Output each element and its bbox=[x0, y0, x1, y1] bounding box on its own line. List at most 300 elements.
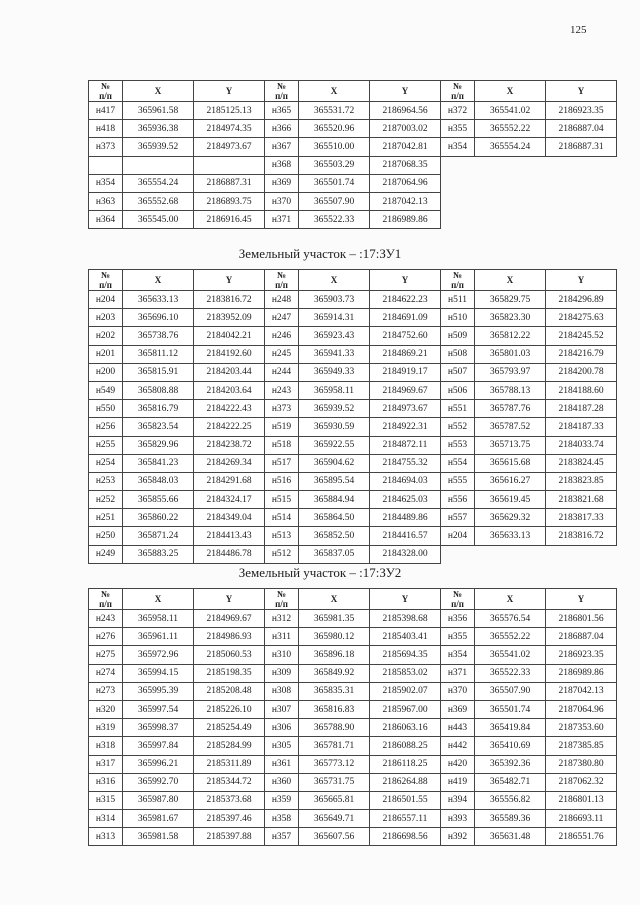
coord-y: 2184622.23 bbox=[370, 291, 441, 309]
coord-x: 365997.84 bbox=[123, 737, 194, 755]
coord-y: 2185967.00 bbox=[370, 700, 441, 718]
coord-y: 2184969.67 bbox=[370, 381, 441, 399]
coord-y: 2184245.52 bbox=[546, 327, 617, 345]
table-row bbox=[441, 773, 617, 791]
point-id: н320 bbox=[89, 700, 123, 718]
header-num-sub: п/п bbox=[275, 91, 288, 101]
coord-x: 365507.90 bbox=[475, 682, 546, 700]
table-row bbox=[89, 211, 265, 229]
coord-y: 2185397.46 bbox=[194, 810, 265, 828]
point-id: н276 bbox=[89, 628, 123, 646]
coord-y: 2184349.04 bbox=[194, 509, 265, 527]
point-id: н510 bbox=[441, 309, 475, 327]
coord-x: 365631.48 bbox=[475, 828, 546, 846]
coord-x: 365914.31 bbox=[299, 309, 370, 327]
point-id: н555 bbox=[441, 472, 475, 490]
header-num-sub: п/п bbox=[99, 280, 112, 290]
point-id: н245 bbox=[265, 345, 299, 363]
coord-y: 2186989.86 bbox=[370, 211, 441, 229]
table-row bbox=[265, 628, 441, 646]
table-row bbox=[441, 491, 617, 509]
coord-x: 365781.71 bbox=[299, 737, 370, 755]
coord-y: 2184922.31 bbox=[370, 418, 441, 436]
point-id: н204 bbox=[89, 291, 123, 309]
coord-y: 2186887.31 bbox=[194, 174, 265, 192]
coord-x: 365811.12 bbox=[123, 345, 194, 363]
table-row bbox=[89, 491, 265, 509]
coord-x: 365501.74 bbox=[475, 700, 546, 718]
coord-x: 365616.27 bbox=[475, 472, 546, 490]
coord-table bbox=[88, 80, 265, 229]
coord-y: 2185397.88 bbox=[194, 828, 265, 846]
point-id: н244 bbox=[265, 363, 299, 381]
point-id: н370 bbox=[441, 682, 475, 700]
coord-y: 2186801.56 bbox=[546, 610, 617, 628]
coord-x: 365829.75 bbox=[475, 291, 546, 309]
point-id: н200 bbox=[89, 363, 123, 381]
table-row bbox=[265, 192, 441, 210]
coord-x: 365860.22 bbox=[123, 509, 194, 527]
table-row bbox=[89, 628, 265, 646]
table-row bbox=[441, 327, 617, 345]
coord-x: 365930.59 bbox=[299, 418, 370, 436]
coord-y: 2186118.25 bbox=[370, 755, 441, 773]
coord-y: 2187042.13 bbox=[546, 682, 617, 700]
point-id: н312 bbox=[265, 610, 299, 628]
header-x: X bbox=[299, 81, 370, 102]
table-row bbox=[89, 610, 265, 628]
coord-x: 365936.38 bbox=[123, 120, 194, 138]
coord-x: 365392.36 bbox=[475, 755, 546, 773]
coord-y: 2186916.45 bbox=[194, 211, 265, 229]
point-id: н204 bbox=[441, 527, 475, 545]
coord-y: 2186893.75 bbox=[194, 192, 265, 210]
header-row bbox=[265, 81, 441, 102]
point-id: н202 bbox=[89, 327, 123, 345]
table-row bbox=[265, 810, 441, 828]
point-id: н368 bbox=[265, 156, 299, 174]
coord-x: 365787.52 bbox=[475, 418, 546, 436]
table-row bbox=[265, 773, 441, 791]
coord-x: 365629.32 bbox=[475, 509, 546, 527]
coord-x: 365812.22 bbox=[475, 327, 546, 345]
coord-x: 365787.76 bbox=[475, 400, 546, 418]
coord-x: 365808.88 bbox=[123, 381, 194, 399]
point-id: н307 bbox=[265, 700, 299, 718]
coord-x: 365633.13 bbox=[123, 291, 194, 309]
table-row bbox=[265, 120, 441, 138]
header-row bbox=[441, 589, 617, 610]
header-num bbox=[89, 81, 123, 102]
coord-y: 2187380.80 bbox=[546, 755, 617, 773]
coord-y: 2187353.60 bbox=[546, 719, 617, 737]
table-row bbox=[89, 327, 265, 345]
coord-y: 2184033.74 bbox=[546, 436, 617, 454]
coord-table bbox=[440, 588, 617, 846]
coord-y: 2184200.78 bbox=[546, 363, 617, 381]
coord-x: 365835.31 bbox=[299, 682, 370, 700]
coord-x: 365554.24 bbox=[123, 174, 194, 192]
header-num-sub: п/п bbox=[99, 91, 112, 101]
table-row bbox=[441, 828, 617, 846]
coord-x: 365981.35 bbox=[299, 610, 370, 628]
coord-y bbox=[194, 156, 265, 174]
coord-x: 365522.33 bbox=[299, 211, 370, 229]
point-id: н252 bbox=[89, 491, 123, 509]
table-row bbox=[265, 436, 441, 454]
table-row bbox=[265, 327, 441, 345]
point-id: н557 bbox=[441, 509, 475, 527]
point-id: н360 bbox=[265, 773, 299, 791]
coord-y: 2185254.49 bbox=[194, 719, 265, 737]
coord-x: 365903.73 bbox=[299, 291, 370, 309]
coord-x: 365958.11 bbox=[299, 381, 370, 399]
point-id: н418 bbox=[89, 120, 123, 138]
coord-x: 365816.79 bbox=[123, 400, 194, 418]
coord-x: 365992.70 bbox=[123, 773, 194, 791]
coord-y: 2184192.60 bbox=[194, 345, 265, 363]
coord-y: 2184269.34 bbox=[194, 454, 265, 472]
point-id: н306 bbox=[265, 719, 299, 737]
coord-x: 365793.97 bbox=[475, 363, 546, 381]
point-id: н354 bbox=[441, 646, 475, 664]
table-row bbox=[265, 610, 441, 628]
header-y: Y bbox=[546, 81, 617, 102]
coord-x: 365864.50 bbox=[299, 509, 370, 527]
coord-y: 2184489.86 bbox=[370, 509, 441, 527]
coord-x: 365552.22 bbox=[475, 120, 546, 138]
table-row bbox=[441, 120, 617, 138]
header-num bbox=[89, 589, 123, 610]
coord-x: 365541.02 bbox=[475, 646, 546, 664]
table-row bbox=[89, 291, 265, 309]
header-num-sign: № bbox=[276, 589, 287, 599]
coord-x: 365994.15 bbox=[123, 664, 194, 682]
table-row bbox=[89, 472, 265, 490]
coord-x: 365904.62 bbox=[299, 454, 370, 472]
coord-y: 2184187.28 bbox=[546, 400, 617, 418]
coord-table bbox=[264, 588, 441, 846]
coord-y: 2184974.35 bbox=[194, 120, 265, 138]
point-id: н518 bbox=[265, 436, 299, 454]
coord-x: 365410.69 bbox=[475, 737, 546, 755]
header-row bbox=[89, 589, 265, 610]
table-row bbox=[89, 719, 265, 737]
point-id: н513 bbox=[265, 527, 299, 545]
table-row bbox=[89, 828, 265, 846]
point-id: н308 bbox=[265, 682, 299, 700]
point-id: н357 bbox=[265, 828, 299, 846]
coord-x: 365696.10 bbox=[123, 309, 194, 327]
table-row bbox=[265, 418, 441, 436]
coord-x: 365788.90 bbox=[299, 719, 370, 737]
coord-y: 2184486.78 bbox=[194, 545, 265, 563]
point-id: н507 bbox=[441, 363, 475, 381]
table-row bbox=[265, 719, 441, 737]
coord-y: 2185403.41 bbox=[370, 628, 441, 646]
coord-y: 2185311.89 bbox=[194, 755, 265, 773]
point-id: н253 bbox=[89, 472, 123, 490]
point-id: н256 bbox=[89, 418, 123, 436]
coord-y: 2183817.33 bbox=[546, 509, 617, 527]
coord-y: 2184416.57 bbox=[370, 527, 441, 545]
point-id: н511 bbox=[441, 291, 475, 309]
coord-y: 2186887.31 bbox=[546, 138, 617, 156]
coord-y: 2184752.60 bbox=[370, 327, 441, 345]
coord-x: 365501.74 bbox=[299, 174, 370, 192]
table-row bbox=[441, 664, 617, 682]
table-row bbox=[441, 628, 617, 646]
table-row bbox=[265, 828, 441, 846]
header-row bbox=[89, 270, 265, 291]
coord-x: 365961.11 bbox=[123, 628, 194, 646]
coord-y: 2184042.21 bbox=[194, 327, 265, 345]
point-id: н359 bbox=[265, 791, 299, 809]
header-num-sign: № bbox=[276, 270, 287, 280]
table-row bbox=[265, 527, 441, 545]
point-id: н247 bbox=[265, 309, 299, 327]
table-row bbox=[441, 102, 617, 120]
coord-y: 2184973.67 bbox=[194, 138, 265, 156]
table-row bbox=[89, 509, 265, 527]
point-id: н317 bbox=[89, 755, 123, 773]
table-row bbox=[265, 682, 441, 700]
coord-x: 365576.54 bbox=[475, 610, 546, 628]
coord-y: 2184324.17 bbox=[194, 491, 265, 509]
point-id: н553 bbox=[441, 436, 475, 454]
point-id: н512 bbox=[265, 545, 299, 563]
coord-y: 2185125.13 bbox=[194, 102, 265, 120]
header-num-sign: № bbox=[452, 81, 463, 91]
coord-y: 2186964.56 bbox=[370, 102, 441, 120]
table-row bbox=[441, 682, 617, 700]
coord-y: 2183816.72 bbox=[546, 527, 617, 545]
point-id: н549 bbox=[89, 381, 123, 399]
point-id: н273 bbox=[89, 682, 123, 700]
table-row bbox=[265, 363, 441, 381]
point-id: н356 bbox=[441, 610, 475, 628]
header-num-sub: п/п bbox=[99, 599, 112, 609]
point-id: н370 bbox=[265, 192, 299, 210]
header-y: Y bbox=[370, 81, 441, 102]
table-row bbox=[89, 120, 265, 138]
coord-x: 365972.96 bbox=[123, 646, 194, 664]
header-num-sign: № bbox=[276, 81, 287, 91]
coord-y: 2184694.03 bbox=[370, 472, 441, 490]
section-title-zu2: Земельный участок – :17:ЗУ2 bbox=[238, 565, 402, 580]
coord-x: 365738.76 bbox=[123, 327, 194, 345]
coord-y: 2187042.13 bbox=[370, 192, 441, 210]
coord-x: 365801.03 bbox=[475, 345, 546, 363]
point-id: н274 bbox=[89, 664, 123, 682]
point-id: н550 bbox=[89, 400, 123, 418]
point-id: н354 bbox=[89, 174, 123, 192]
header-y: Y bbox=[370, 270, 441, 291]
header-num-sub: п/п bbox=[275, 280, 288, 290]
coord-y: 2185060.53 bbox=[194, 646, 265, 664]
header-y: Y bbox=[194, 270, 265, 291]
table-row bbox=[441, 472, 617, 490]
table-row bbox=[89, 755, 265, 773]
header-num-sign: № bbox=[100, 81, 111, 91]
table-row bbox=[89, 363, 265, 381]
point-id: н358 bbox=[265, 810, 299, 828]
coord-y: 2183952.09 bbox=[194, 309, 265, 327]
coord-x: 365619.45 bbox=[475, 491, 546, 509]
table-row bbox=[265, 291, 441, 309]
point-id: н369 bbox=[265, 174, 299, 192]
table-row bbox=[265, 755, 441, 773]
coord-x: 365996.21 bbox=[123, 755, 194, 773]
table-row bbox=[89, 700, 265, 718]
header-y: Y bbox=[546, 589, 617, 610]
coord-x: 365922.55 bbox=[299, 436, 370, 454]
coord-x: 365633.13 bbox=[475, 527, 546, 545]
point-id: н372 bbox=[441, 102, 475, 120]
coord-y: 2186557.11 bbox=[370, 810, 441, 828]
point-id: н508 bbox=[441, 345, 475, 363]
coord-x: 365773.12 bbox=[299, 755, 370, 773]
coord-table bbox=[264, 269, 441, 564]
coord-y: 2186989.86 bbox=[546, 664, 617, 682]
point-id: н509 bbox=[441, 327, 475, 345]
table-row bbox=[265, 646, 441, 664]
table-row bbox=[265, 102, 441, 120]
point-id: н246 bbox=[265, 327, 299, 345]
table-row bbox=[89, 527, 265, 545]
header-y: Y bbox=[194, 81, 265, 102]
header-x: X bbox=[475, 589, 546, 610]
coord-y: 2183816.72 bbox=[194, 291, 265, 309]
coord-y: 2185284.99 bbox=[194, 737, 265, 755]
header-num bbox=[441, 270, 475, 291]
coord-x: 365995.39 bbox=[123, 682, 194, 700]
table-row bbox=[441, 509, 617, 527]
coord-y: 2184222.25 bbox=[194, 418, 265, 436]
coord-table bbox=[88, 588, 265, 846]
point-id: н515 bbox=[265, 491, 299, 509]
header-num-sign: № bbox=[100, 270, 111, 280]
coord-x: 365589.36 bbox=[475, 810, 546, 828]
coord-y: 2186501.55 bbox=[370, 791, 441, 809]
coord-y: 2184216.79 bbox=[546, 345, 617, 363]
table-row bbox=[89, 454, 265, 472]
coord-y: 2183821.68 bbox=[546, 491, 617, 509]
point-id: н243 bbox=[89, 610, 123, 628]
point-id: н313 bbox=[89, 828, 123, 846]
coord-x bbox=[123, 156, 194, 174]
point-id: н364 bbox=[89, 211, 123, 229]
header-num bbox=[441, 589, 475, 610]
point-id: н203 bbox=[89, 309, 123, 327]
coord-x: 365848.03 bbox=[123, 472, 194, 490]
coord-y: 2187042.81 bbox=[370, 138, 441, 156]
point-id: н310 bbox=[265, 646, 299, 664]
point-id: н365 bbox=[265, 102, 299, 120]
header-num bbox=[265, 270, 299, 291]
header-row bbox=[265, 589, 441, 610]
coord-x: 365713.75 bbox=[475, 436, 546, 454]
table-row bbox=[89, 381, 265, 399]
point-id: н243 bbox=[265, 381, 299, 399]
table-row bbox=[441, 700, 617, 718]
coord-y: 2187068.35 bbox=[370, 156, 441, 174]
header-row bbox=[441, 270, 617, 291]
coord-x: 365923.43 bbox=[299, 327, 370, 345]
header-num-sub: п/п bbox=[451, 91, 464, 101]
table-row bbox=[89, 156, 265, 174]
table-row bbox=[89, 436, 265, 454]
table-row bbox=[265, 664, 441, 682]
table-row bbox=[89, 664, 265, 682]
header-y: Y bbox=[546, 270, 617, 291]
table-row bbox=[89, 174, 265, 192]
header-x: X bbox=[123, 270, 194, 291]
point-id: н371 bbox=[265, 211, 299, 229]
table-row bbox=[89, 138, 265, 156]
point-id: н556 bbox=[441, 491, 475, 509]
header-num bbox=[265, 81, 299, 102]
coord-y: 2185226.10 bbox=[194, 700, 265, 718]
coord-y: 2185344.72 bbox=[194, 773, 265, 791]
coord-y: 2187064.96 bbox=[370, 174, 441, 192]
coord-y: 2184203.44 bbox=[194, 363, 265, 381]
table-row bbox=[441, 309, 617, 327]
coord-x: 365958.11 bbox=[123, 610, 194, 628]
table-row bbox=[441, 291, 617, 309]
coord-x: 365939.52 bbox=[123, 138, 194, 156]
coord-x: 365837.05 bbox=[299, 545, 370, 563]
coord-y: 2185902.07 bbox=[370, 682, 441, 700]
point-id: н514 bbox=[265, 509, 299, 527]
point-id: н309 bbox=[265, 664, 299, 682]
table-row bbox=[89, 418, 265, 436]
table-row bbox=[265, 700, 441, 718]
header-x: X bbox=[123, 589, 194, 610]
coord-y: 2184986.93 bbox=[194, 628, 265, 646]
point-id: н251 bbox=[89, 509, 123, 527]
header-y: Y bbox=[194, 589, 265, 610]
point-id: н394 bbox=[441, 791, 475, 809]
coord-y: 2184222.43 bbox=[194, 400, 265, 418]
table-row bbox=[265, 309, 441, 327]
coord-y: 2186551.76 bbox=[546, 828, 617, 846]
header-row bbox=[265, 270, 441, 291]
coord-x: 365545.00 bbox=[123, 211, 194, 229]
header-num-sub: п/п bbox=[451, 599, 464, 609]
coord-x: 365823.30 bbox=[475, 309, 546, 327]
page-number: 125 bbox=[570, 24, 587, 36]
point-id: н506 bbox=[441, 381, 475, 399]
point-id: н554 bbox=[441, 454, 475, 472]
table-row bbox=[441, 454, 617, 472]
table-row bbox=[265, 472, 441, 490]
coord-x: 365552.68 bbox=[123, 192, 194, 210]
coord-x: 365855.66 bbox=[123, 491, 194, 509]
point-id: н255 bbox=[89, 436, 123, 454]
coord-y: 2184625.03 bbox=[370, 491, 441, 509]
table-row bbox=[441, 436, 617, 454]
table-row bbox=[89, 773, 265, 791]
coord-y: 2185398.68 bbox=[370, 610, 441, 628]
point-id: н318 bbox=[89, 737, 123, 755]
point-id: н371 bbox=[441, 664, 475, 682]
coord-x: 365522.33 bbox=[475, 664, 546, 682]
header-row bbox=[89, 81, 265, 102]
coord-y: 2184296.89 bbox=[546, 291, 617, 309]
point-id: н355 bbox=[441, 628, 475, 646]
coord-x: 365482.71 bbox=[475, 773, 546, 791]
